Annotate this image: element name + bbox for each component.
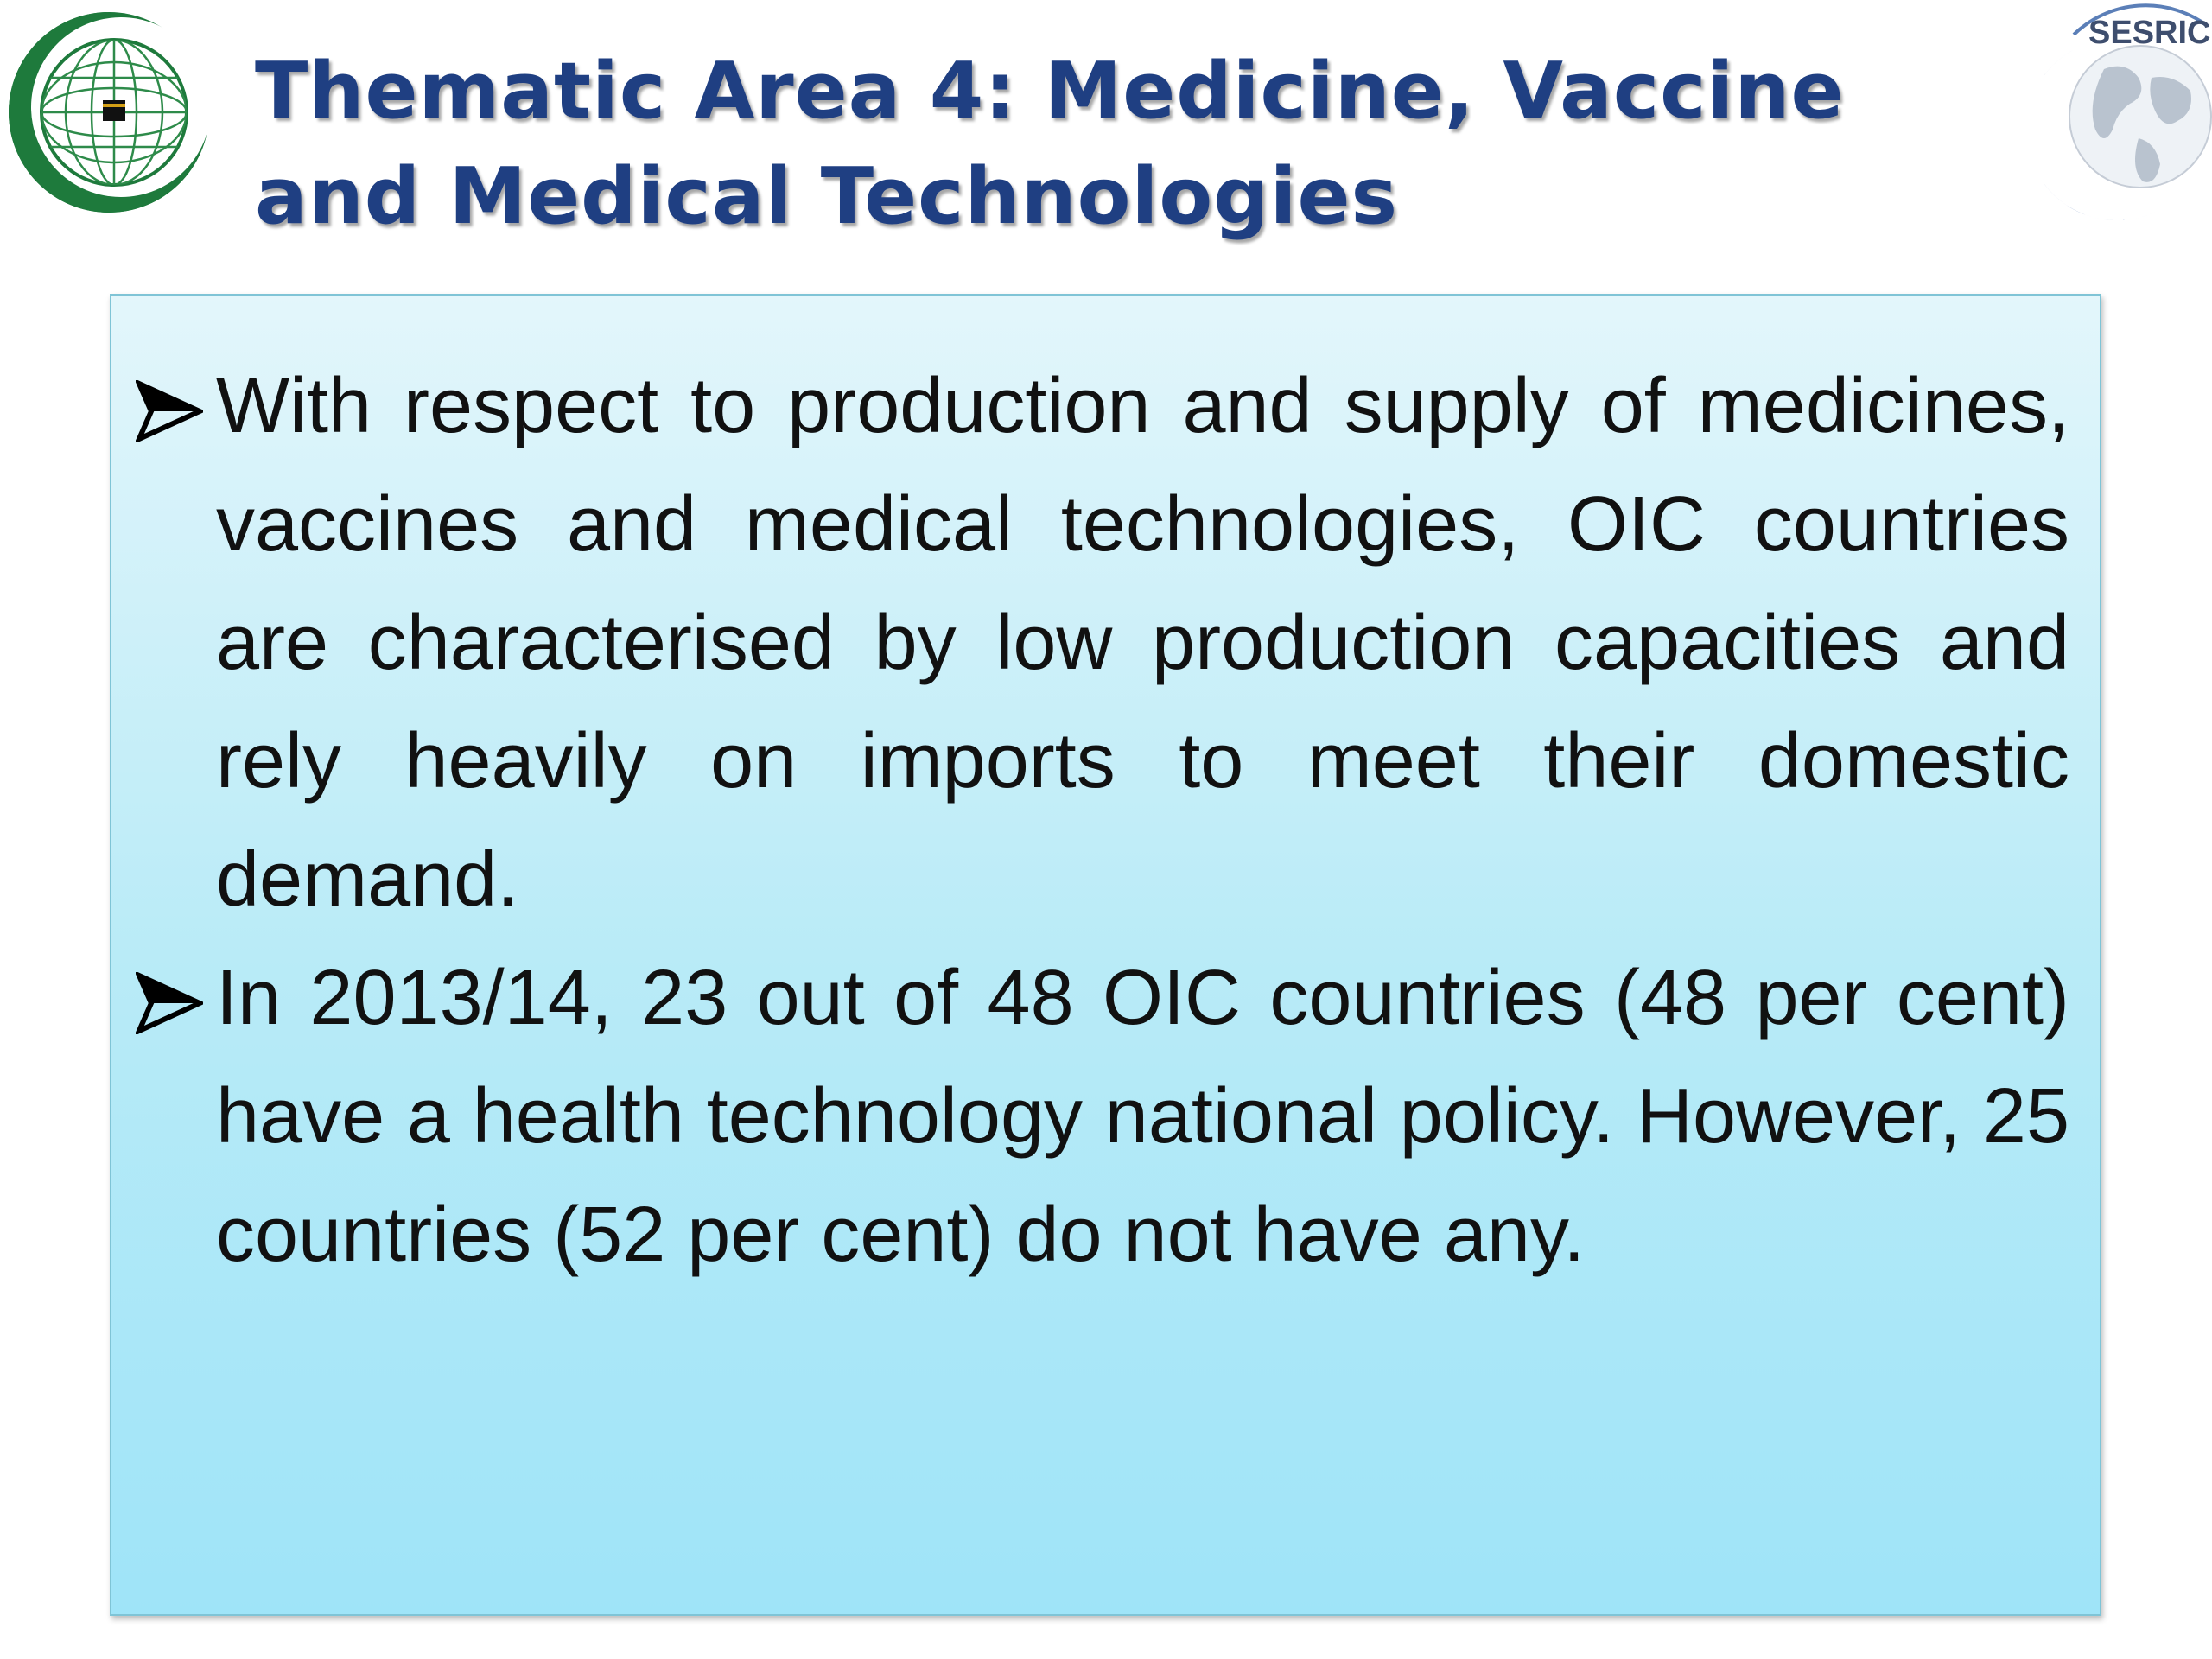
arrowhead-bullet-icon <box>136 972 203 1034</box>
sesric-logo-icon <box>2044 0 2212 220</box>
bullet-list <box>111 347 2100 1294</box>
bullet-item-health-technology-policy <box>111 939 2100 1294</box>
oic-logo-icon <box>3 9 215 216</box>
page-title: Thematic Area 4: Medicine, Vaccine and Medical Technologies <box>255 46 1845 242</box>
arrowhead-bullet-icon <box>136 380 203 442</box>
sesric-logo-text: SESRIC <box>2088 15 2211 51</box>
content-box <box>110 294 2101 1616</box>
bullet-item-production-supply <box>111 347 2100 939</box>
bullet-text: In 2013/14, 23 out of 48 OIC countries (48 per cent) have a health technology national policy. However, 25 countries (52 per cent) do not have any. <box>216 955 2069 1278</box>
bullet-text: With respect to production and supply of medicines, vaccines and medical technologies, OIC countries are characterised by low production capacities and rely heavily on imports to meet their domestic demand. <box>216 363 2069 923</box>
